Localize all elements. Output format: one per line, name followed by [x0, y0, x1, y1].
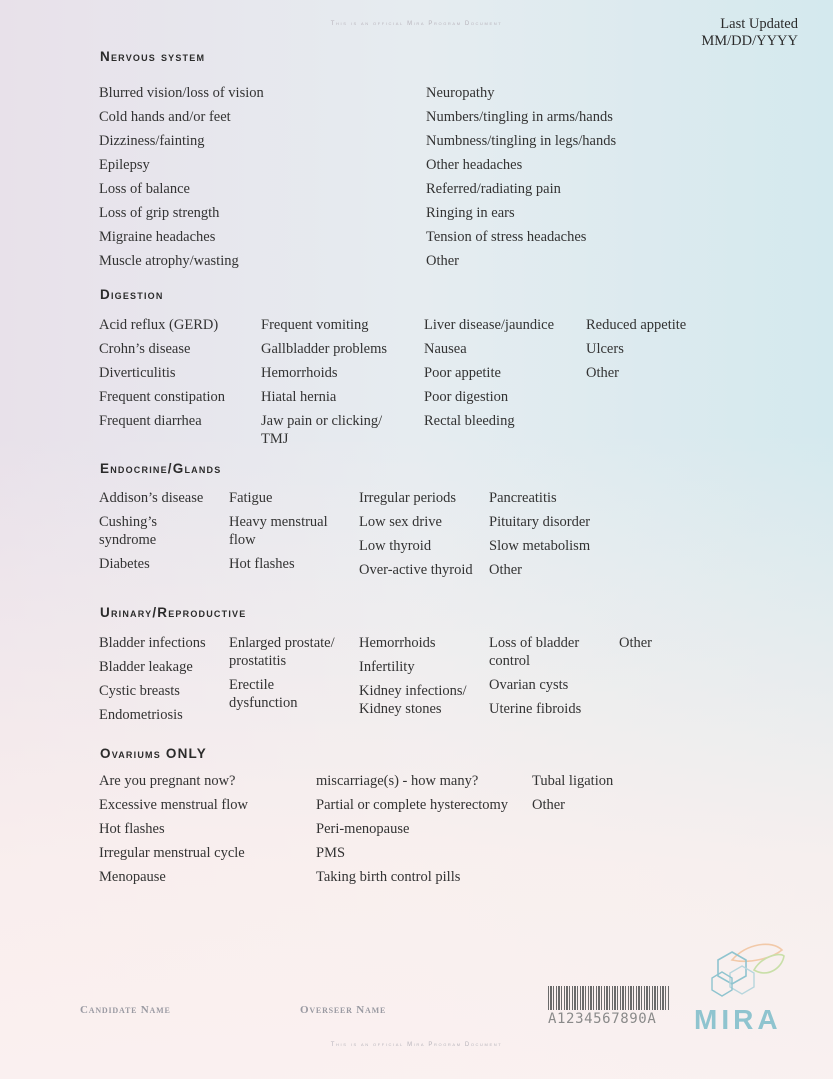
list-item: Enlarged prostate/ prostatitis [229, 635, 335, 669]
list-item: Pituitary disorder [489, 514, 591, 530]
list-item: Cystic breasts [99, 683, 180, 699]
watermark-bottom: This is an official Mira Program Document [330, 1042, 503, 1048]
endocrine-col-2 [229, 489, 359, 585]
list-item: Tension of stress headaches [426, 229, 587, 245]
list-item: Numbers/tingling in arms/hands [426, 109, 613, 125]
list-item: Other headaches [426, 157, 523, 173]
ovariums-col-3 [532, 772, 682, 892]
list-item: Poor appetite [424, 365, 501, 381]
list-item: Hiatal hernia [261, 389, 337, 405]
list-item: Addison’s disease [99, 490, 204, 506]
list-item: Excessive menstrual flow [99, 797, 248, 813]
digestion-col-3 [424, 316, 586, 454]
list-item: Taking birth control pills [316, 869, 461, 885]
ovariums-col-2 [316, 772, 532, 892]
list-item: Low thyroid [359, 538, 432, 554]
list-item: Erectile dysfunction [229, 677, 298, 711]
list-item: Other [426, 253, 460, 269]
list-item: Neuropathy [426, 85, 495, 101]
urinary-col-3 [359, 634, 489, 730]
list-item: Acid reflux (GERD) [99, 317, 219, 333]
list-item: Ovarian cysts [489, 677, 569, 693]
urinary-col-4 [489, 634, 619, 730]
list-item: Poor digestion [424, 389, 509, 405]
endocrine-col-4 [489, 489, 629, 585]
list-item: Ringing in ears [426, 205, 515, 221]
list-item: Partial or complete hysterectomy [316, 797, 509, 813]
digestion-list [99, 316, 726, 454]
list-item: Referred/radiating pain [426, 181, 561, 197]
list-item: Infertility [359, 659, 415, 675]
endocrine-col-3 [359, 489, 489, 585]
list-item: Hot flashes [99, 821, 165, 837]
ovariums-col-1 [99, 772, 316, 892]
list-item: Other [586, 365, 620, 381]
list-item: Ulcers [586, 341, 624, 357]
section-title-nervous: Nervous system [100, 49, 206, 64]
list-item: Epilepsy [99, 157, 150, 173]
list-item: Hemorrhoids [359, 635, 436, 651]
section-title-ovariums: Ovariums ONLY [100, 746, 207, 761]
list-item: Loss of grip strength [99, 205, 220, 221]
list-item: Uterine fibroids [489, 701, 582, 717]
section-title-endocrine: Endocrine/Glands [100, 461, 222, 476]
list-item: Cold hands and/or feet [99, 109, 231, 125]
list-item: Tubal ligation [532, 773, 614, 789]
list-item: Over-active thyroid [359, 562, 473, 578]
endocrine-list [99, 489, 629, 585]
list-item: Frequent diarrhea [99, 413, 202, 429]
list-item: Hot flashes [229, 556, 295, 572]
digestion-col-4 [586, 316, 726, 454]
list-item: Migraine headaches [99, 229, 216, 245]
list-item: Loss of balance [99, 181, 190, 197]
nervous-col-2 [426, 84, 686, 276]
watermark-top: This is an official Mira Program Document [330, 21, 503, 27]
list-item: Reduced appetite [586, 317, 687, 333]
urinary-list [99, 634, 699, 730]
list-item: Bladder infections [99, 635, 206, 651]
list-item: Diabetes [99, 556, 150, 572]
list-item: Slow metabolism [489, 538, 591, 554]
nervous-col-1 [99, 84, 426, 276]
list-item: Other [489, 562, 523, 578]
list-item: Frequent constipation [99, 389, 226, 405]
list-item: Irregular periods [359, 490, 457, 506]
list-item: PMS [316, 845, 346, 861]
section-title-urinary: Urinary/Reproductive [100, 605, 247, 620]
list-item: Low sex drive [359, 514, 442, 530]
list-item: Diverticulitis [99, 365, 176, 381]
list-item: Endometriosis [99, 707, 183, 723]
barcode [548, 986, 670, 1010]
list-item: Numbness/tingling in legs/hands [426, 133, 617, 149]
list-item: Gallbladder problems [261, 341, 388, 357]
list-item: Blurred vision/loss of vision [99, 85, 264, 101]
list-item: Are you pregnant now? [99, 773, 236, 789]
list-item: Other [532, 797, 566, 813]
list-item: Dizziness/fainting [99, 133, 205, 149]
list-item: Crohn’s disease [99, 341, 191, 357]
digestion-col-2 [261, 316, 424, 454]
list-item: Bladder leakage [99, 659, 193, 675]
list-item: Nausea [424, 341, 467, 357]
list-item: Rectal bleeding [424, 413, 515, 429]
section-title-digestion: Digestion [100, 287, 164, 302]
list-item: Irregular menstrual cycle [99, 845, 245, 861]
nervous-list [99, 84, 686, 276]
urinary-col-5 [619, 634, 699, 730]
endocrine-col-1 [99, 489, 229, 585]
last-updated [701, 16, 798, 50]
list-item: Kidney infections/ Kidney stones [359, 683, 467, 717]
barcode-number: A1234567890A [548, 1011, 657, 1027]
list-item: Other [619, 635, 653, 651]
digestion-col-1 [99, 316, 261, 454]
list-item: miscarriage(s) - how many? [316, 773, 479, 789]
list-item: Jaw pain or clicking/ TMJ [261, 413, 383, 447]
list-item: Pancreatitis [489, 490, 557, 506]
mira-logo-text: MIRA [694, 1004, 782, 1035]
list-item: Loss of bladder control [489, 635, 580, 669]
candidate-name-label: Candidate Name [80, 1004, 171, 1016]
list-item: Fatigue [229, 490, 273, 506]
last-updated-date: MM/DD/YYYY [701, 33, 798, 49]
list-item: Hemorrhoids [261, 365, 338, 381]
list-item: Peri-menopause [316, 821, 410, 837]
last-updated-label: Last Updated [720, 16, 798, 32]
list-item: Menopause [99, 869, 166, 885]
list-item: Liver disease/jaundice [424, 317, 555, 333]
ovariums-list [99, 772, 682, 892]
list-item: Heavy menstrual flow [229, 514, 328, 548]
overseer-name-label: Overseer Name [300, 1004, 387, 1016]
urinary-col-1 [99, 634, 229, 730]
list-item: Cushing’s syndrome [99, 514, 158, 548]
urinary-col-2 [229, 634, 359, 730]
list-item: Muscle atrophy/wasting [99, 253, 239, 269]
list-item: Frequent vomiting [261, 317, 369, 333]
